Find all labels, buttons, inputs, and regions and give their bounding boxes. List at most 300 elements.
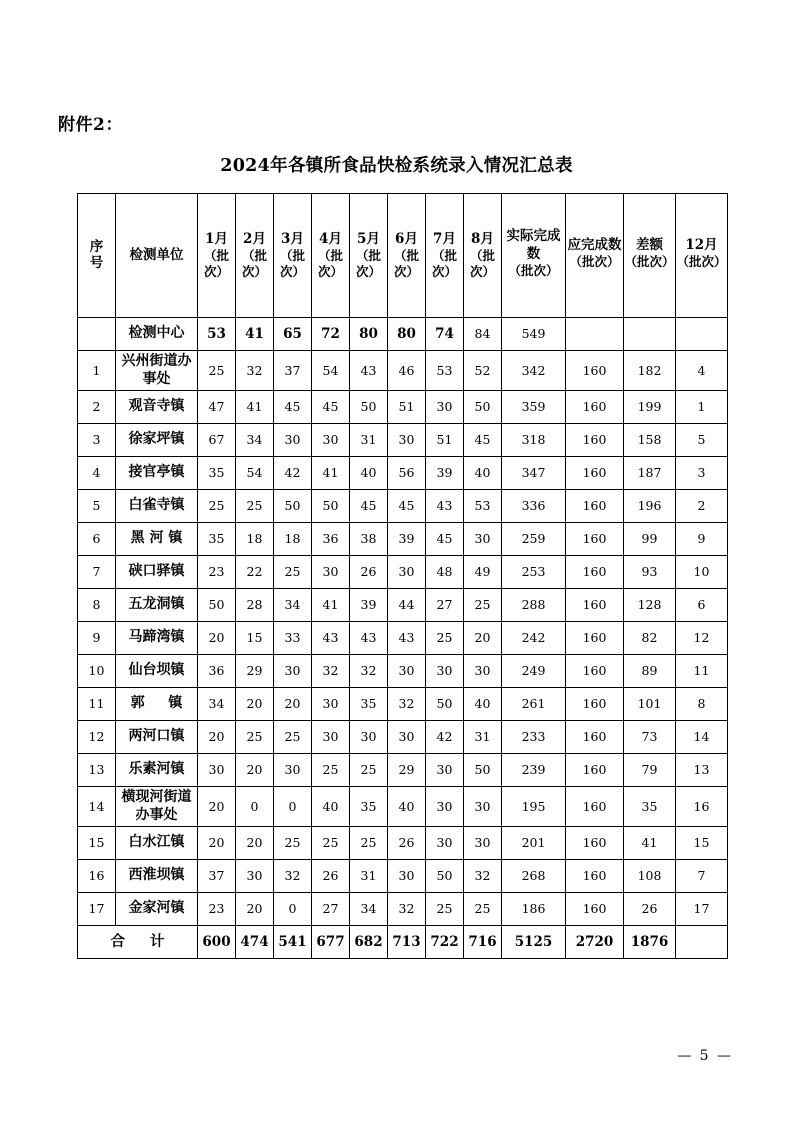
cell-month-6: 45 xyxy=(388,490,426,523)
cell-month12: 6 xyxy=(676,589,728,622)
cell-month-2: 18 xyxy=(236,523,274,556)
cell-seq: 3 xyxy=(78,424,116,457)
cell-unit-name: 马蹄湾镇 xyxy=(116,622,198,655)
cell-month-5: 43 xyxy=(350,351,388,391)
cell-unit-name: 乐素河镇 xyxy=(116,754,198,787)
summary-table xyxy=(77,193,728,959)
cell-month-1: 25 xyxy=(198,351,236,391)
cell-month-1: 20 xyxy=(198,622,236,655)
summary-table-wrapper xyxy=(77,193,727,959)
table-row xyxy=(78,523,728,556)
cell-actual: 342 xyxy=(502,351,566,391)
cell-month-3: 30 xyxy=(274,655,312,688)
cell-month-2: 34 xyxy=(236,424,274,457)
header-diff: 差额 （批次） xyxy=(624,194,676,318)
cell-month-6: 43 xyxy=(388,622,426,655)
cell-month-1: 53 xyxy=(198,318,236,351)
header-unit: 检测单位 xyxy=(116,194,198,318)
cell-total-month-3: 541 xyxy=(274,926,312,959)
cell-month-5: 34 xyxy=(350,893,388,926)
table-row xyxy=(78,721,728,754)
cell-month-8: 45 xyxy=(464,424,502,457)
cell-diff: 79 xyxy=(624,754,676,787)
cell-month-8: 49 xyxy=(464,556,502,589)
cell-month-3: 37 xyxy=(274,351,312,391)
cell-actual: 239 xyxy=(502,754,566,787)
table-body xyxy=(78,194,728,959)
cell-month-1: 34 xyxy=(198,688,236,721)
cell-month-2: 25 xyxy=(236,721,274,754)
cell-unit-name: 接官亭镇 xyxy=(116,457,198,490)
cell-month-5: 38 xyxy=(350,523,388,556)
cell-planned: 160 xyxy=(566,655,624,688)
cell-month12: 9 xyxy=(676,523,728,556)
cell-diff: 35 xyxy=(624,787,676,827)
cell-month-2: 41 xyxy=(236,318,274,351)
cell-month-4: 54 xyxy=(312,351,350,391)
table-total-row xyxy=(78,926,728,959)
cell-seq: 7 xyxy=(78,556,116,589)
cell-month-7: 27 xyxy=(426,589,464,622)
cell-planned: 160 xyxy=(566,391,624,424)
cell-month-5: 30 xyxy=(350,721,388,754)
cell-seq: 10 xyxy=(78,655,116,688)
cell-month-4: 30 xyxy=(312,424,350,457)
cell-month-6: 30 xyxy=(388,860,426,893)
cell-month-4: 50 xyxy=(312,490,350,523)
cell-month-5: 25 xyxy=(350,827,388,860)
cell-unit-name: 检测中心 xyxy=(116,318,198,351)
cell-month-2: 22 xyxy=(236,556,274,589)
cell-month-1: 23 xyxy=(198,893,236,926)
cell-month-6: 40 xyxy=(388,787,426,827)
cell-month-1: 36 xyxy=(198,655,236,688)
cell-month-7: 53 xyxy=(426,351,464,391)
cell-month-4: 30 xyxy=(312,556,350,589)
cell-month12: 16 xyxy=(676,787,728,827)
cell-month-7: 30 xyxy=(426,787,464,827)
cell-total-month-7: 722 xyxy=(426,926,464,959)
cell-total-diff: 1876 xyxy=(624,926,676,959)
cell-actual: 242 xyxy=(502,622,566,655)
cell-diff: 82 xyxy=(624,622,676,655)
cell-planned: 160 xyxy=(566,523,624,556)
cell-month-4: 45 xyxy=(312,391,350,424)
cell-unit-name: 五龙洞镇 xyxy=(116,589,198,622)
cell-month-7: 30 xyxy=(426,391,464,424)
cell-total-month-4: 677 xyxy=(312,926,350,959)
header-month-7: 7月 （批次） xyxy=(426,194,464,318)
cell-month-1: 35 xyxy=(198,523,236,556)
cell-month-2: 29 xyxy=(236,655,274,688)
cell-total-month-5: 682 xyxy=(350,926,388,959)
cell-month-5: 32 xyxy=(350,655,388,688)
table-row xyxy=(78,457,728,490)
cell-month-3: 32 xyxy=(274,860,312,893)
cell-month-5: 25 xyxy=(350,754,388,787)
cell-seq: 14 xyxy=(78,787,116,827)
cell-month-5: 50 xyxy=(350,391,388,424)
cell-unit-name: 白水江镇 xyxy=(116,827,198,860)
cell-month-1: 25 xyxy=(198,490,236,523)
cell-actual: 549 xyxy=(502,318,566,351)
cell-diff: 89 xyxy=(624,655,676,688)
cell-planned: 160 xyxy=(566,490,624,523)
cell-month-8: 25 xyxy=(464,589,502,622)
cell-diff: 73 xyxy=(624,721,676,754)
cell-diff: 93 xyxy=(624,556,676,589)
cell-month12: 1 xyxy=(676,391,728,424)
cell-month-1: 20 xyxy=(198,787,236,827)
cell-month-1: 37 xyxy=(198,860,236,893)
cell-actual: 249 xyxy=(502,655,566,688)
cell-month-7: 50 xyxy=(426,860,464,893)
cell-month-7: 30 xyxy=(426,754,464,787)
cell-unit-name: 黑 河 镇 xyxy=(116,523,198,556)
cell-planned: 160 xyxy=(566,721,624,754)
table-header-row xyxy=(78,194,728,318)
cell-month-4: 40 xyxy=(312,787,350,827)
cell-month-4: 43 xyxy=(312,622,350,655)
cell-month-7: 42 xyxy=(426,721,464,754)
cell-month-2: 25 xyxy=(236,490,274,523)
table-row xyxy=(78,589,728,622)
cell-seq: 4 xyxy=(78,457,116,490)
cell-month-2: 28 xyxy=(236,589,274,622)
cell-month-6: 56 xyxy=(388,457,426,490)
cell-unit-name: 两河口镇 xyxy=(116,721,198,754)
cell-month-4: 30 xyxy=(312,721,350,754)
cell-month-4: 41 xyxy=(312,589,350,622)
cell-month-6: 30 xyxy=(388,556,426,589)
cell-seq: 11 xyxy=(78,688,116,721)
cell-planned: 160 xyxy=(566,556,624,589)
cell-actual: 259 xyxy=(502,523,566,556)
cell-planned: 160 xyxy=(566,754,624,787)
cell-planned: 160 xyxy=(566,424,624,457)
header-month-4: 4月 （批次） xyxy=(312,194,350,318)
cell-diff: 199 xyxy=(624,391,676,424)
cell-month-6: 32 xyxy=(388,893,426,926)
table-row xyxy=(78,787,728,827)
cell-month-8: 84 xyxy=(464,318,502,351)
cell-month-6: 30 xyxy=(388,721,426,754)
cell-month-3: 0 xyxy=(274,787,312,827)
cell-diff: 187 xyxy=(624,457,676,490)
cell-month-7: 39 xyxy=(426,457,464,490)
cell-month-2: 0 xyxy=(236,787,274,827)
cell-planned: 160 xyxy=(566,589,624,622)
cell-month-6: 30 xyxy=(388,424,426,457)
cell-diff: 101 xyxy=(624,688,676,721)
cell-month-2: 41 xyxy=(236,391,274,424)
header-planned: 应完成数 （批次） xyxy=(566,194,624,318)
cell-diff xyxy=(624,318,676,351)
cell-planned: 160 xyxy=(566,351,624,391)
cell-actual: 186 xyxy=(502,893,566,926)
cell-month12: 4 xyxy=(676,351,728,391)
cell-month-5: 31 xyxy=(350,424,388,457)
cell-month-3: 25 xyxy=(274,721,312,754)
cell-month-6: 51 xyxy=(388,391,426,424)
cell-month-8: 30 xyxy=(464,787,502,827)
cell-month-6: 29 xyxy=(388,754,426,787)
cell-month-8: 31 xyxy=(464,721,502,754)
cell-month-4: 32 xyxy=(312,655,350,688)
table-row xyxy=(78,827,728,860)
cell-month-3: 30 xyxy=(274,754,312,787)
cell-month-8: 50 xyxy=(464,391,502,424)
cell-month-5: 45 xyxy=(350,490,388,523)
cell-month-5: 35 xyxy=(350,688,388,721)
page-title: 2024年各镇所食品快检系统录入情况汇总表 xyxy=(220,156,573,176)
cell-actual: 195 xyxy=(502,787,566,827)
cell-month-3: 45 xyxy=(274,391,312,424)
cell-month-6: 30 xyxy=(388,655,426,688)
cell-month12 xyxy=(676,318,728,351)
cell-month-2: 54 xyxy=(236,457,274,490)
cell-month-4: 72 xyxy=(312,318,350,351)
cell-actual: 201 xyxy=(502,827,566,860)
cell-month-7: 50 xyxy=(426,688,464,721)
cell-seq: 13 xyxy=(78,754,116,787)
table-row xyxy=(78,351,728,391)
cell-seq: 16 xyxy=(78,860,116,893)
cell-diff: 41 xyxy=(624,827,676,860)
cell-month-6: 80 xyxy=(388,318,426,351)
cell-unit-name: 横现河街道办事处 xyxy=(116,787,198,827)
cell-actual: 268 xyxy=(502,860,566,893)
cell-month-3: 50 xyxy=(274,490,312,523)
cell-month-6: 32 xyxy=(388,688,426,721)
cell-seq: 5 xyxy=(78,490,116,523)
cell-month-3: 42 xyxy=(274,457,312,490)
cell-month12: 11 xyxy=(676,655,728,688)
cell-month-4: 27 xyxy=(312,893,350,926)
cell-total-actual: 5125 xyxy=(502,926,566,959)
cell-month-3: 25 xyxy=(274,827,312,860)
cell-diff: 26 xyxy=(624,893,676,926)
cell-month12: 8 xyxy=(676,688,728,721)
table-row xyxy=(78,688,728,721)
cell-month-4: 26 xyxy=(312,860,350,893)
cell-month-4: 25 xyxy=(312,827,350,860)
cell-month-7: 30 xyxy=(426,655,464,688)
cell-planned: 160 xyxy=(566,860,624,893)
cell-seq xyxy=(78,318,116,351)
header-seq: 序 号 xyxy=(78,194,116,318)
cell-seq: 1 xyxy=(78,351,116,391)
cell-month-8: 30 xyxy=(464,523,502,556)
cell-month-8: 30 xyxy=(464,655,502,688)
cell-month-8: 25 xyxy=(464,893,502,926)
table-row xyxy=(78,391,728,424)
cell-planned: 160 xyxy=(566,787,624,827)
cell-month-4: 41 xyxy=(312,457,350,490)
cell-month-3: 65 xyxy=(274,318,312,351)
cell-month-2: 30 xyxy=(236,860,274,893)
table-row xyxy=(78,622,728,655)
cell-month12: 12 xyxy=(676,622,728,655)
cell-month-1: 23 xyxy=(198,556,236,589)
cell-unit-name: 郭 镇 xyxy=(116,688,198,721)
cell-month-8: 52 xyxy=(464,351,502,391)
cell-total-month-8: 716 xyxy=(464,926,502,959)
cell-seq: 15 xyxy=(78,827,116,860)
cell-month12: 17 xyxy=(676,893,728,926)
cell-month12: 7 xyxy=(676,860,728,893)
cell-unit-name: 仙台坝镇 xyxy=(116,655,198,688)
cell-month-6: 46 xyxy=(388,351,426,391)
cell-actual: 253 xyxy=(502,556,566,589)
cell-unit-name: 兴州街道办事处 xyxy=(116,351,198,391)
cell-month-6: 44 xyxy=(388,589,426,622)
cell-planned: 160 xyxy=(566,457,624,490)
cell-month-7: 74 xyxy=(426,318,464,351)
cell-month-8: 50 xyxy=(464,754,502,787)
cell-month-1: 35 xyxy=(198,457,236,490)
cell-month-8: 30 xyxy=(464,827,502,860)
header-month-2: 2月 （批次） xyxy=(236,194,274,318)
header-month-5: 5月 （批次） xyxy=(350,194,388,318)
header-month-3: 3月 （批次） xyxy=(274,194,312,318)
cell-planned: 160 xyxy=(566,622,624,655)
cell-seq: 2 xyxy=(78,391,116,424)
cell-planned xyxy=(566,318,624,351)
cell-month12: 14 xyxy=(676,721,728,754)
cell-diff: 182 xyxy=(624,351,676,391)
cell-seq: 12 xyxy=(78,721,116,754)
cell-total-month-2: 474 xyxy=(236,926,274,959)
cell-month-8: 20 xyxy=(464,622,502,655)
cell-month-3: 30 xyxy=(274,424,312,457)
header-actual: 实际完成数 （批次） xyxy=(502,194,566,318)
cell-actual: 347 xyxy=(502,457,566,490)
cell-seq: 8 xyxy=(78,589,116,622)
cell-month-7: 25 xyxy=(426,622,464,655)
cell-planned: 160 xyxy=(566,827,624,860)
table-row xyxy=(78,754,728,787)
cell-month-7: 25 xyxy=(426,893,464,926)
cell-month12: 3 xyxy=(676,457,728,490)
cell-unit-name: 徐家坪镇 xyxy=(116,424,198,457)
cell-actual: 318 xyxy=(502,424,566,457)
cell-month-2: 15 xyxy=(236,622,274,655)
cell-month-5: 80 xyxy=(350,318,388,351)
cell-month-3: 33 xyxy=(274,622,312,655)
cell-month-2: 32 xyxy=(236,351,274,391)
header-month-6: 6月 （批次） xyxy=(388,194,426,318)
cell-unit-name: 白雀寺镇 xyxy=(116,490,198,523)
cell-month-3: 0 xyxy=(274,893,312,926)
cell-month-6: 26 xyxy=(388,827,426,860)
cell-month12: 5 xyxy=(676,424,728,457)
cell-month-3: 18 xyxy=(274,523,312,556)
cell-month-7: 51 xyxy=(426,424,464,457)
cell-month-3: 25 xyxy=(274,556,312,589)
cell-actual: 261 xyxy=(502,688,566,721)
cell-unit-name: 金家河镇 xyxy=(116,893,198,926)
cell-actual: 359 xyxy=(502,391,566,424)
cell-month-3: 20 xyxy=(274,688,312,721)
cell-month-2: 20 xyxy=(236,688,274,721)
cell-month-7: 30 xyxy=(426,827,464,860)
page-number: — 5 — xyxy=(677,1048,733,1064)
table-row xyxy=(78,424,728,457)
cell-month-1: 20 xyxy=(198,827,236,860)
cell-month-5: 43 xyxy=(350,622,388,655)
cell-month-1: 50 xyxy=(198,589,236,622)
cell-total-month-1: 600 xyxy=(198,926,236,959)
cell-month-7: 48 xyxy=(426,556,464,589)
cell-actual: 233 xyxy=(502,721,566,754)
cell-month-7: 45 xyxy=(426,523,464,556)
cell-diff: 108 xyxy=(624,860,676,893)
table-row xyxy=(78,318,728,351)
cell-month-1: 47 xyxy=(198,391,236,424)
cell-diff: 99 xyxy=(624,523,676,556)
cell-month-1: 67 xyxy=(198,424,236,457)
cell-diff: 128 xyxy=(624,589,676,622)
cell-month-5: 26 xyxy=(350,556,388,589)
cell-month12: 13 xyxy=(676,754,728,787)
cell-month12: 10 xyxy=(676,556,728,589)
cell-month-2: 20 xyxy=(236,754,274,787)
cell-month-5: 39 xyxy=(350,589,388,622)
header-month-1: 1月 （批次） xyxy=(198,194,236,318)
cell-month-6: 39 xyxy=(388,523,426,556)
cell-month-1: 20 xyxy=(198,721,236,754)
cell-month-2: 20 xyxy=(236,827,274,860)
table-row xyxy=(78,860,728,893)
cell-unit-name: 硖口驿镇 xyxy=(116,556,198,589)
table-row xyxy=(78,490,728,523)
cell-planned: 160 xyxy=(566,893,624,926)
cell-month-8: 40 xyxy=(464,457,502,490)
cell-seq: 17 xyxy=(78,893,116,926)
cell-month-7: 43 xyxy=(426,490,464,523)
attachment-label: 附件2： xyxy=(58,115,123,135)
cell-month-4: 25 xyxy=(312,754,350,787)
cell-month-3: 34 xyxy=(274,589,312,622)
cell-diff: 158 xyxy=(624,424,676,457)
cell-seq: 9 xyxy=(78,622,116,655)
table-row xyxy=(78,655,728,688)
header-month12: 12月 （批次） xyxy=(676,194,728,318)
cell-month-5: 40 xyxy=(350,457,388,490)
header-month-8: 8月 （批次） xyxy=(464,194,502,318)
cell-month-5: 35 xyxy=(350,787,388,827)
cell-total-label: 合 计 xyxy=(78,926,198,959)
cell-total-planned: 2720 xyxy=(566,926,624,959)
cell-actual: 336 xyxy=(502,490,566,523)
cell-month-8: 32 xyxy=(464,860,502,893)
cell-planned: 160 xyxy=(566,688,624,721)
table-row xyxy=(78,893,728,926)
cell-total-month12 xyxy=(676,926,728,959)
cell-actual: 288 xyxy=(502,589,566,622)
cell-month-8: 53 xyxy=(464,490,502,523)
cell-unit-name: 观音寺镇 xyxy=(116,391,198,424)
cell-month12: 15 xyxy=(676,827,728,860)
cell-diff: 196 xyxy=(624,490,676,523)
cell-month-2: 20 xyxy=(236,893,274,926)
cell-month12: 2 xyxy=(676,490,728,523)
cell-month-8: 40 xyxy=(464,688,502,721)
cell-month-1: 30 xyxy=(198,754,236,787)
cell-month-4: 36 xyxy=(312,523,350,556)
cell-total-month-6: 713 xyxy=(388,926,426,959)
